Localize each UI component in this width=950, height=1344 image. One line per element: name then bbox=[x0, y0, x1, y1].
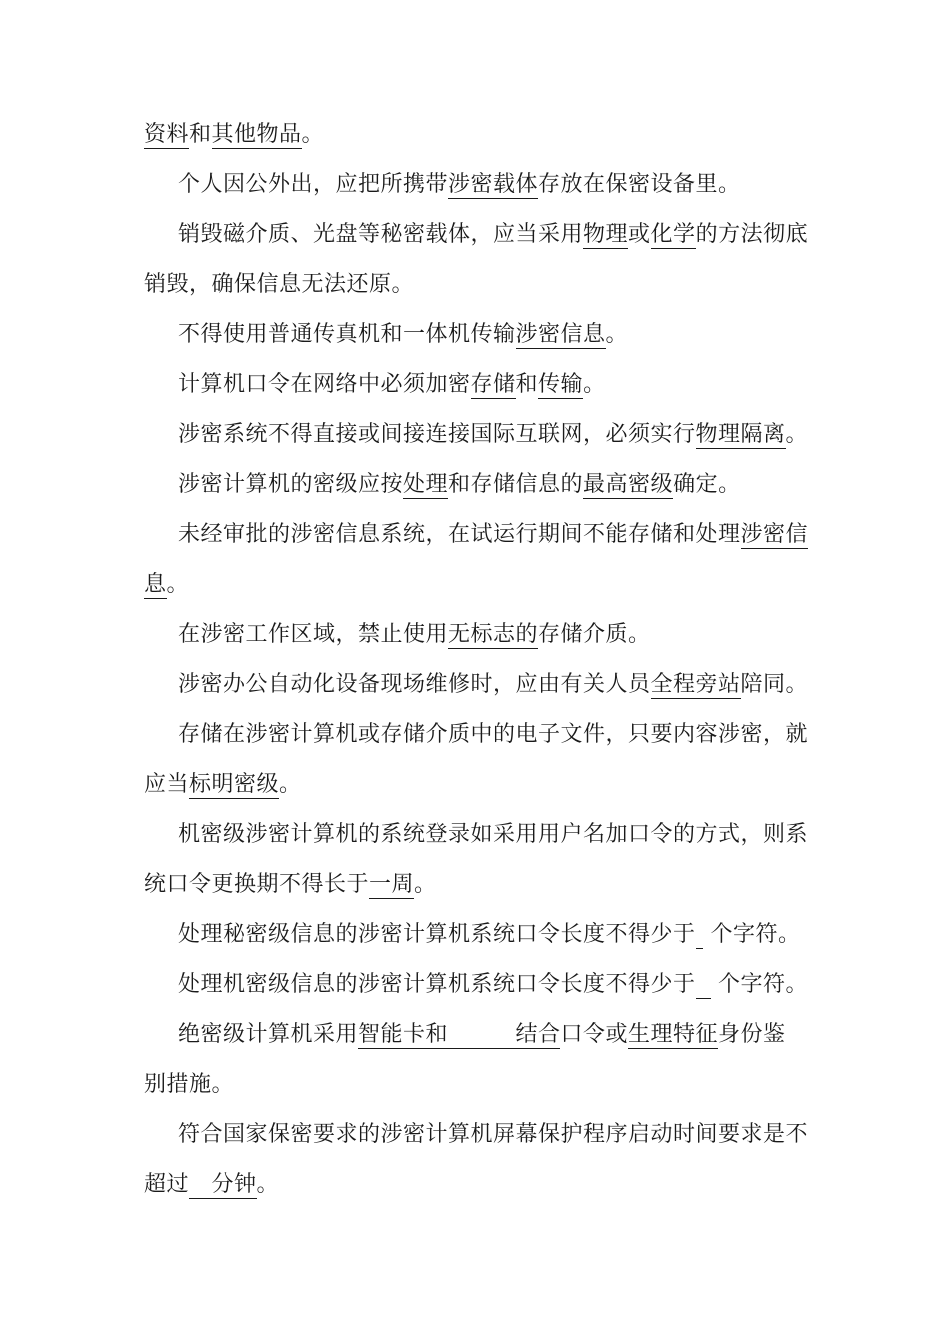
line-text: 处理秘密级信息的涉密计算机系统口令长度不得少于 bbox=[178, 922, 696, 947]
underlined-answer: 化学 bbox=[650, 222, 696, 247]
text-line bbox=[144, 220, 814, 250]
line-text: 超过 bbox=[144, 1172, 190, 1197]
line-text: 确定。 bbox=[673, 472, 741, 497]
line-text: 和 bbox=[515, 372, 539, 397]
text-line bbox=[144, 970, 814, 1000]
text-line bbox=[144, 870, 814, 900]
line-text: 涉密办公自动化设备现场维修时，应由有关人员 bbox=[178, 672, 651, 697]
underlined-answer: 最高密级 bbox=[583, 472, 674, 497]
text-line bbox=[144, 370, 814, 400]
line-text: 身份鉴 bbox=[718, 1022, 786, 1047]
line-text: 别措施。 bbox=[144, 1072, 235, 1097]
underlined-answer: 涉密信 bbox=[740, 522, 809, 547]
text-line bbox=[144, 670, 814, 700]
line-text: 存储在涉密计算机或存储介质中的电子文件，只要内容涉密，就 bbox=[178, 722, 809, 747]
underlined-answer: 物理隔离 bbox=[695, 422, 786, 447]
text-line bbox=[144, 120, 814, 150]
line-text: 和存储信息的 bbox=[448, 472, 584, 497]
line-text: 存储介质。 bbox=[538, 622, 651, 647]
text-line bbox=[144, 520, 814, 550]
underlined-answer: 分钟 bbox=[189, 1172, 257, 1197]
line-text: 。 bbox=[256, 1172, 280, 1197]
line-text: 机密级涉密计算机的系统登录如采用用户名加口令的方式，则系 bbox=[178, 822, 809, 847]
text-line bbox=[144, 420, 814, 450]
line-text: 。 bbox=[301, 122, 325, 147]
line-text: 的方法彻底 bbox=[695, 222, 809, 247]
text-line bbox=[144, 820, 814, 850]
line-text: 。 bbox=[605, 322, 629, 347]
underlined-answer: 无标志的 bbox=[448, 622, 539, 647]
underlined-answer: 涉密信息 bbox=[515, 322, 606, 347]
text-line bbox=[144, 770, 814, 800]
text-line bbox=[144, 1170, 814, 1200]
line-text: 未经审批的涉密信息系统，在试运行期间不能存储和处理 bbox=[178, 522, 741, 547]
underlined-answer: 标明密级 bbox=[189, 772, 280, 797]
line-text: 和 bbox=[189, 122, 212, 147]
line-text: 。 bbox=[583, 372, 606, 397]
line-text: 销毁磁介质、光盘等秘密载体，应当采用 bbox=[178, 222, 584, 247]
underlined-answer: 智能卡和 bbox=[358, 1022, 516, 1047]
line-text: 。 bbox=[279, 772, 302, 797]
text-line bbox=[144, 1020, 814, 1050]
line-text: 在涉密工作区域，禁止使用 bbox=[178, 622, 449, 647]
underlined-answer: 物理 bbox=[583, 222, 629, 247]
line-text: 个人因公外出，应把所携带 bbox=[178, 172, 449, 197]
line-text: 或 bbox=[628, 222, 651, 247]
underlined-answer: 结合 bbox=[515, 1022, 561, 1047]
line-text: 。 bbox=[414, 872, 437, 897]
text-line bbox=[144, 470, 814, 500]
underlined-answer: 处理 bbox=[403, 472, 449, 497]
line-text: 个字符。 bbox=[703, 922, 801, 947]
line-text: 处理机密级信息的涉密计算机系统口令长度不得少于 bbox=[178, 972, 696, 997]
text-line bbox=[144, 720, 814, 750]
text-line bbox=[144, 1070, 814, 1100]
line-text: 销毁，确保信息无法还原。 bbox=[144, 272, 415, 297]
underlined-answer: 资料 bbox=[144, 122, 190, 147]
line-text: 。 bbox=[785, 422, 809, 447]
text-line bbox=[144, 270, 814, 300]
line-text: 应当 bbox=[144, 772, 190, 797]
text-line bbox=[144, 570, 814, 600]
underlined-answer: 涉密载体 bbox=[448, 172, 539, 197]
line-text: 统口令更换期不得长于 bbox=[144, 872, 370, 897]
underlined-answer: 生理特征 bbox=[628, 1022, 719, 1047]
text-line bbox=[144, 1120, 814, 1150]
line-text: 计算机口令在网络中必须加密 bbox=[178, 372, 471, 397]
underlined-answer bbox=[696, 972, 711, 999]
line-text: 符合国家保密要求的涉密计算机屏幕保护程序启动时间要求是不 bbox=[178, 1122, 809, 1147]
underlined-answer: 全程旁站 bbox=[650, 672, 741, 697]
underlined-answer: 息 bbox=[144, 572, 167, 597]
line-text: 不得使用普通传真机和一体机传输 bbox=[178, 322, 516, 347]
line-text: 涉密计算机的密级应按 bbox=[178, 472, 404, 497]
line-text: 个字符。 bbox=[710, 972, 809, 997]
line-text: 存放在保密设备里。 bbox=[538, 172, 741, 197]
underlined-answer: 其他物品 bbox=[211, 122, 302, 147]
line-text: 口令或 bbox=[560, 1022, 628, 1047]
text-line bbox=[144, 620, 814, 650]
underlined-answer bbox=[696, 922, 704, 949]
line-text: 陪同。 bbox=[740, 672, 809, 697]
line-text: 。 bbox=[166, 572, 190, 597]
underlined-answer: 一周 bbox=[369, 872, 415, 897]
text-line bbox=[144, 920, 814, 950]
text-line bbox=[144, 170, 814, 200]
line-text: 涉密系统不得直接或间接连接国际互联网，必须实行 bbox=[178, 422, 696, 447]
underlined-answer: 传输 bbox=[538, 372, 584, 397]
underlined-answer: 存储 bbox=[470, 372, 516, 397]
line-text: 绝密级计算机采用 bbox=[178, 1022, 359, 1047]
text-line bbox=[144, 320, 814, 350]
